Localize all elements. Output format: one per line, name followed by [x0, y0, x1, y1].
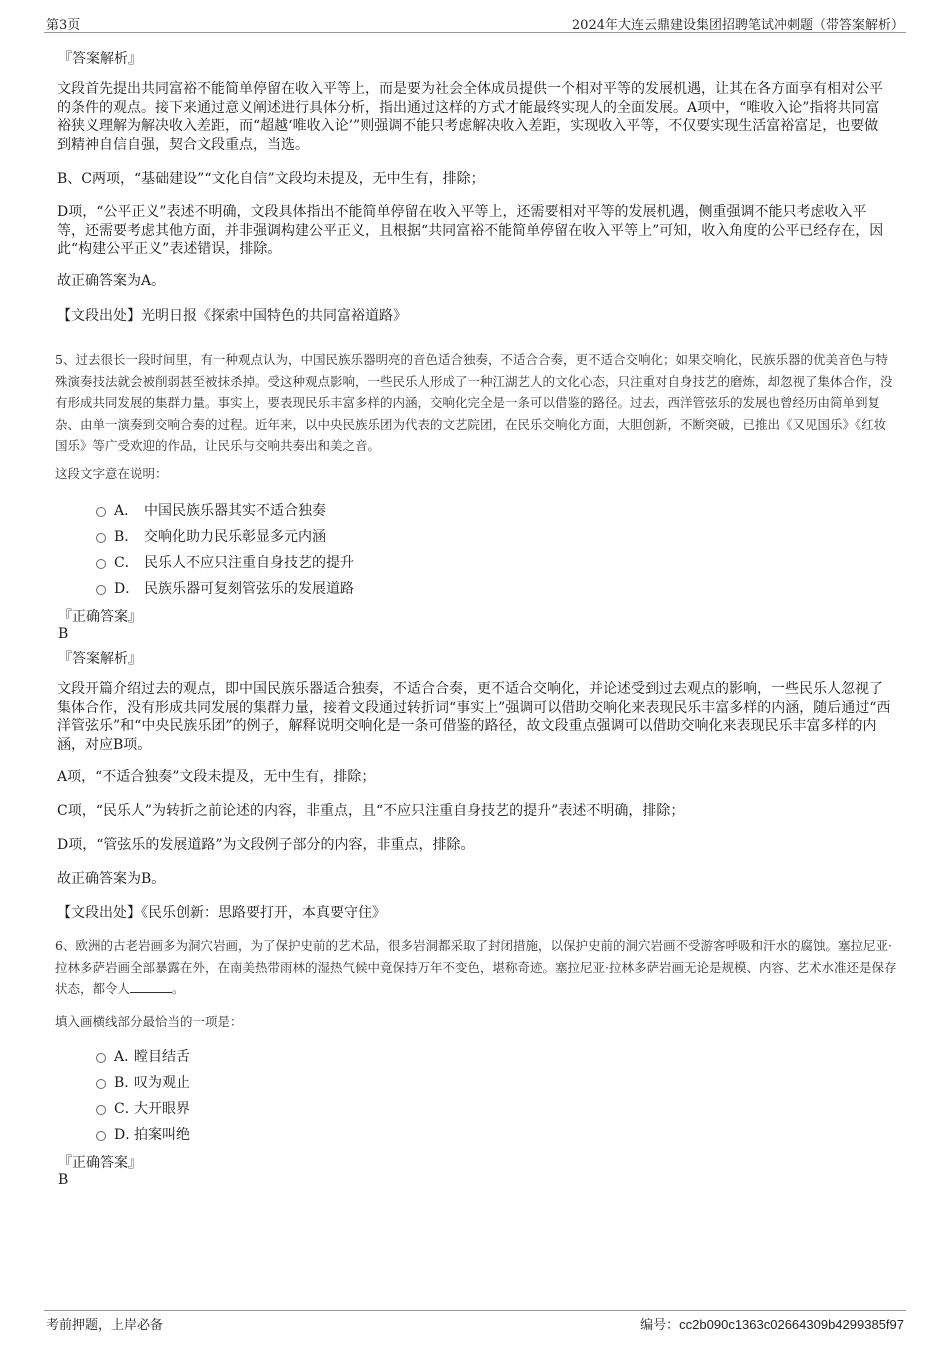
option-a[interactable]: [96, 1046, 190, 1066]
answer-label: 『正确答案』: [58, 609, 142, 625]
analysis-option-bc: B、C两项，“基础建设”“文化自信”文段均未提及，无中生有，排除；: [57, 171, 485, 187]
answer-value: B: [58, 1172, 69, 1188]
option-text: 民族乐器可复刻管弦乐的发展道路: [144, 581, 354, 597]
document-title: 2024年大连云鼎建设集团招聘笔试冲刺题（带答案解析）: [571, 18, 904, 33]
option-key: A．: [114, 1049, 139, 1065]
option-text: 民乐人不应只注重自身技艺的提升: [144, 555, 354, 571]
option-text: 拍案叫绝: [134, 1127, 190, 1143]
option-c[interactable]: [96, 552, 354, 572]
code-label: 编号：: [640, 1318, 680, 1333]
option-text: 瞠目结舌: [134, 1049, 190, 1065]
option-key: C．: [114, 1101, 139, 1117]
analysis-label: 『答案解析』: [58, 51, 142, 67]
option-key: C．: [114, 555, 139, 571]
analysis-option-c: C项，“民乐人”为转折之前论述的内容，非重点，且“不应只注重自身技艺的提升”表述不明确，排除；: [57, 803, 685, 819]
option-b[interactable]: [96, 526, 326, 546]
option-d[interactable]: [96, 578, 354, 598]
analysis-label: 『答案解析』: [58, 651, 142, 667]
answer-label: 『正确答案』: [58, 1155, 142, 1171]
analysis-option-d: D项，“管弦乐的发展道路”为文段例子部分的内容，非重点，排除。: [57, 837, 475, 853]
radio-icon[interactable]: [96, 559, 106, 569]
question-stem-end: 。: [172, 981, 185, 996]
analysis-conclusion: 故正确答案为B。: [57, 871, 166, 887]
option-key: B．: [114, 1075, 139, 1091]
radio-icon[interactable]: [96, 1131, 106, 1141]
option-d[interactable]: [96, 1124, 190, 1144]
option-text: 大开眼界: [134, 1101, 190, 1117]
radio-icon[interactable]: [96, 1079, 106, 1089]
radio-icon[interactable]: [96, 507, 106, 517]
option-b[interactable]: [96, 1072, 190, 1092]
fill-blank: [130, 982, 172, 993]
code-value: cc2b090c1363c02664309b4299385f97: [679, 1317, 904, 1332]
answer-value: B: [58, 626, 69, 642]
option-key: D．: [114, 581, 140, 597]
radio-icon[interactable]: [96, 1105, 106, 1115]
footer-slogan: 考前押题，上岸必备: [46, 1318, 164, 1333]
radio-icon[interactable]: [96, 1053, 106, 1063]
option-key: D．: [114, 1127, 140, 1143]
option-text: 中国民族乐器其实不适合独奏: [144, 503, 326, 519]
analysis-option-d: D项，“公平正义”表述不明确，文段具体指出不能简单停留在收入平等上，还需要相对平等的发展机遇，侧重强调不能只考虑收入平等，还需要考虑其他方面，并非强调构建公平正义，且根据“共同富裕不能简单停留在收入平等上”可知，收入角度的公平已经存在，因此“构建公平正义”表述错误，排除。: [57, 204, 884, 257]
option-text: 叹为观止: [134, 1075, 190, 1091]
option-c[interactable]: [96, 1098, 190, 1118]
option-a[interactable]: [96, 500, 326, 520]
radio-icon[interactable]: [96, 585, 106, 595]
radio-icon[interactable]: [96, 533, 106, 543]
question-prompt: 填入画横线部分最恰当的一项是：: [55, 1014, 243, 1029]
document-code: [640, 1314, 904, 1333]
page-number: 第3页: [46, 18, 81, 33]
passage-source: 【文段出处】光明日报《探索中国特色的共同富裕道路》: [57, 308, 407, 324]
option-text: 交响化助力民乐彰显多元内涵: [144, 529, 326, 545]
question-stem-text: 6、欧洲的古老岩画多为洞穴岩画，为了保护史前的艺术品，很多岩洞都采取了封闭措施，以保护史前的洞穴岩画不受游客呼吸和汗水的腐蚀。塞拉尼亚·拉林多萨岩画全部暴露在外，在南美热带雨林的湿热气候中竟保持万年不变色，堪称奇迹。塞拉尼亚·拉林多萨岩画无论是规模、内容、艺术水准还是保存状态，都令人: [55, 938, 897, 996]
analysis-text: 文段开篇介绍过去的观点，即中国民族乐器适合独奏，不适合合奏，更不适合交响化，并论述受到过去观点的影响，一些民乐人忽视了集体合作，没有形成共同发展的集群力量，接着文段通过转折词“事实上”强调可以借助交响化来表现民乐丰富多样的内涵，随后通过“西洋管弦乐”和“中央民族乐团”的例子，解释说明交响化是一条可借鉴的路径，故文段重点强调可以借助交响化来表现民乐丰富多样的内涵，对应B项。: [57, 681, 891, 753]
question-stem: 5、过去很长一段时间里，有一种观点认为，中国民族乐器明亮的音色适合独奏，不适合合奏，更不适合交响化；如果交响化，民族乐器的优美音色与特殊演奏技法就会被削弱甚至被抹杀掉。受这种观点影响，一些民乐人形成了一种江湖艺人的文化心态，只注重对自身技艺的磨炼，却忽视了集体合作，没有形成共同发展的集群力量。事实上，要表现民乐丰富多样的内涵，交响化完全是一条可以借鉴的路径。过去，西洋管弦乐的发展也曾经历由简单到复杂、由单一演奏到交响合奏的过程。近年来，以中央民族乐团为代表的文艺院团，在民乐交响化方面，大胆创新，不断突破，已推出《又见国乐》《红妆国乐》等广受欢迎的作品，让民乐与交响共奏出和美之音。: [55, 352, 893, 453]
analysis-text: 文段首先提出共同富裕不能简单停留在收入平等上，而是要为社会全体成员提供一个相对平等的发展机遇，让其在各方面享有相对公平的条件的观点。接下来通过意义阐述进行具体分析，指出通过这样的方式才能最终实现人的全面发展。A项中，“唯收入论”指将共同富裕狭义理解为解决收入差距，而“超越‘唯收入论’”则强调不能只考虑解决收入差距，实现收入平等，不仅要实现生活富裕富足，也要做到精神自信自强，契合文段重点，当选。: [57, 81, 883, 153]
footer-divider: [44, 1310, 906, 1311]
question-prompt: 这段文字意在说明：: [55, 466, 168, 481]
header-divider: [44, 32, 906, 33]
option-key: B．: [114, 529, 139, 545]
analysis-conclusion: 故正确答案为A。: [57, 273, 166, 289]
option-key: A．: [114, 503, 139, 519]
question-stem: [55, 935, 898, 1000]
analysis-option-a: A项，“不适合独奏”文段未提及，无中生有，排除；: [57, 769, 376, 785]
passage-source: 【文段出处】《民乐创新：思路要打开，本真要守住》: [57, 905, 386, 921]
